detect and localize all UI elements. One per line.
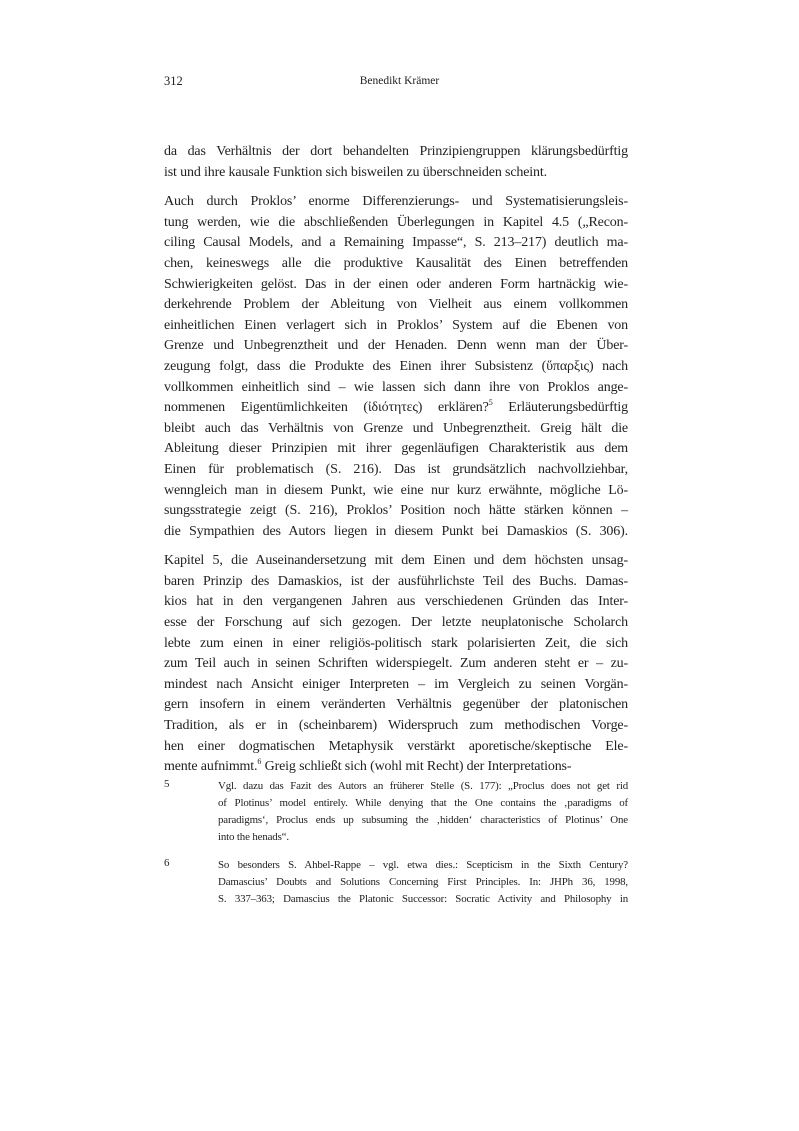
- footnote-ref: 6: [257, 757, 262, 767]
- footnote-line: S. 337–363; Damascius the Platonic Successor: Socratic Activity and Philosophy in: [218, 893, 628, 905]
- line-text: Tradition, als er in (scheinbarem) Widerspruch zum methodischen Vorge-: [164, 718, 628, 734]
- footnote-ref: 5: [488, 398, 493, 408]
- line-text: Grenze und Unbegrenztheit und der Henaden. Denn wenn man der Über-: [164, 338, 628, 354]
- text-line: [164, 695, 628, 716]
- text-line: [164, 634, 628, 655]
- footnote: [164, 857, 628, 908]
- paragraph: [164, 142, 628, 183]
- text-line: [164, 737, 628, 758]
- footnote-line: Vgl. dazu das Fazit des Autors an früherer Stelle (S. 177): „Proclus does not get rid: [218, 780, 628, 792]
- text-line: [164, 460, 628, 481]
- text-line: [164, 254, 628, 275]
- line-text: wenngleich man in diesem Punkt, wie eine nur kurz erwähnte, mögliche Lö-: [164, 482, 628, 498]
- text-line: [164, 551, 628, 572]
- running-header-author: Benedikt Krämer: [359, 75, 440, 87]
- text-line: [164, 654, 628, 675]
- line-text-continued: Erläuterungsbedürftig: [492, 400, 628, 416]
- footnote-line: Damascius’ Doubts and Solutions Concerning First Principles. In: JHPh 36, 1998,: [218, 876, 628, 888]
- line-text: sungsstrategie zeigt (S. 216), Proklos’ Position noch hätte stärken können –: [164, 503, 628, 519]
- paragraph: [164, 551, 628, 778]
- footnote: [164, 778, 628, 846]
- footnotes: [164, 778, 628, 919]
- text-line: [164, 233, 628, 254]
- text-line: [164, 439, 628, 460]
- line-text: chen, keineswegs alle die produktive Kausalität des Einen betreffenden: [164, 255, 628, 271]
- footnote-line: of Plotinus’ model entirely. While denying that the One contains the ‚paradigms of: [218, 797, 628, 809]
- text-line: [164, 501, 628, 522]
- text-line: [164, 572, 628, 593]
- footnote-line: So besonders S. Ahbel-Rappe – vgl. etwa dies.: Scepticism in the Sixth Century?: [218, 859, 628, 871]
- line-text: die Sympathien des Autors liegen in diesem Punkt bei Damaskios (S. 306).: [164, 523, 628, 539]
- text-line: [164, 522, 628, 543]
- line-text: Ableitung dieser Prinzipien mit ihrer gegenläufigen Charakteristik aus dem: [164, 441, 628, 457]
- line-text-continued: Greig schließt sich (wohl mit Recht) der Interpretations-: [261, 759, 572, 775]
- text-line: [164, 419, 628, 440]
- line-text: Kapitel 5, die Auseinandersetzung mit dem Einen und dem höchsten unsag-: [164, 553, 628, 569]
- text-line: [164, 213, 628, 234]
- text-line: [164, 192, 628, 213]
- footnote-line: into the henads“.: [218, 831, 289, 843]
- text-line: [164, 336, 628, 357]
- line-text: derkehrende Problem der Ableitung von Vielheit aus einem vollkommen: [164, 297, 628, 313]
- text-line: [164, 316, 628, 337]
- line-text: da das Verhältnis der dort behandelten Prinzipiengruppen klärungsbedürftig: [164, 144, 628, 159]
- text-line: [164, 163, 628, 184]
- line-text: nommenen Eigentümlichkeiten (ἰδιότητες) erklären?: [164, 400, 489, 416]
- text-line: [164, 142, 628, 163]
- text-line: [164, 295, 628, 316]
- body-text: [164, 142, 628, 787]
- text-line: [164, 481, 628, 502]
- line-text: bleibt auch das Verhältnis von Grenze und Unbegrenztheit. Greig hält die: [164, 420, 628, 436]
- text-line: [164, 357, 628, 378]
- line-text: gern insofern in einem veränderten Verhältnis gegenüber der platonischen: [164, 697, 628, 713]
- line-text: baren Prinzip des Damaskios, ist der ausführlichste Teil des Buchs. Damas-: [164, 573, 628, 589]
- footnote-number: 5: [164, 778, 170, 790]
- footnote-text: [218, 857, 628, 908]
- text-line: [164, 398, 628, 419]
- line-text: Einen für problematisch (S. 216). Das ist grundsätzlich nachvollziehbar,: [164, 461, 628, 477]
- text-line: [164, 675, 628, 696]
- text-line: [164, 757, 628, 778]
- text-line: [164, 716, 628, 737]
- text-line: [164, 613, 628, 634]
- footnote-line: paradigms‘, Proclus ends up subsuming the ‚hidden‘ characteristics of Plotinus’ One: [218, 814, 628, 826]
- line-text: kios hat in den vergangenen Jahren aus verschiedenen Gründen das Inter-: [164, 594, 628, 610]
- line-text: hen einer dogmatischen Metaphysik verstärkt aporetische/skeptische Ele-: [164, 738, 628, 754]
- line-text: esse der Forschung auf sich gezogen. Der letzte neuplatonische Scholarch: [164, 615, 628, 631]
- line-text: einheitlichen Einen verlagert sich in Proklos’ System auf die Ebenen von: [164, 317, 628, 333]
- line-text: tung werden, wie die abschließenden Überlegungen in Kapitel 4.5 („Recon-: [164, 214, 628, 230]
- line-text: mindest nach Ansicht einiger Interpreten – im Vergleich zu seinen Vorgän-: [164, 676, 628, 692]
- line-text: ist und ihre kausale Funktion sich bisweilen zu überschneiden scheint.: [164, 164, 547, 180]
- line-text: zeugung folgt, dass die Produkte des Einen ihrer Subsistenz (ὕπαρξις) nach: [164, 358, 628, 374]
- line-text: zum Teil auch in seinen Schriften widerspiegelt. Zum anderen steht er – zu-: [164, 656, 628, 672]
- text-line: [164, 378, 628, 399]
- line-text: lebte zum einen in einer religiös-politisch stark polarisierten Zeit, die sich: [164, 635, 628, 651]
- line-text: Auch durch Proklos’ enorme Differenzierungs- und Systematisierungsleis-: [164, 194, 628, 210]
- paragraph: [164, 192, 628, 542]
- text-line: [164, 592, 628, 613]
- footnote-text: [218, 778, 628, 846]
- line-text: mente aufnimmt.: [164, 759, 258, 775]
- line-text: ciling Causal Models, and a Remaining Impasse“, S. 213–217) deutlich ma-: [164, 235, 628, 251]
- text-line: [164, 275, 628, 296]
- line-text: vollkommen einheitlich sind – wie lassen sich dann ihre von Proklos ange-: [164, 379, 628, 395]
- line-text: Schwierigkeiten gelöst. Das in der einen oder anderen Form hartnäckig wie-: [164, 276, 628, 292]
- footnote-number: 6: [164, 857, 170, 869]
- page-number: 312: [164, 74, 183, 88]
